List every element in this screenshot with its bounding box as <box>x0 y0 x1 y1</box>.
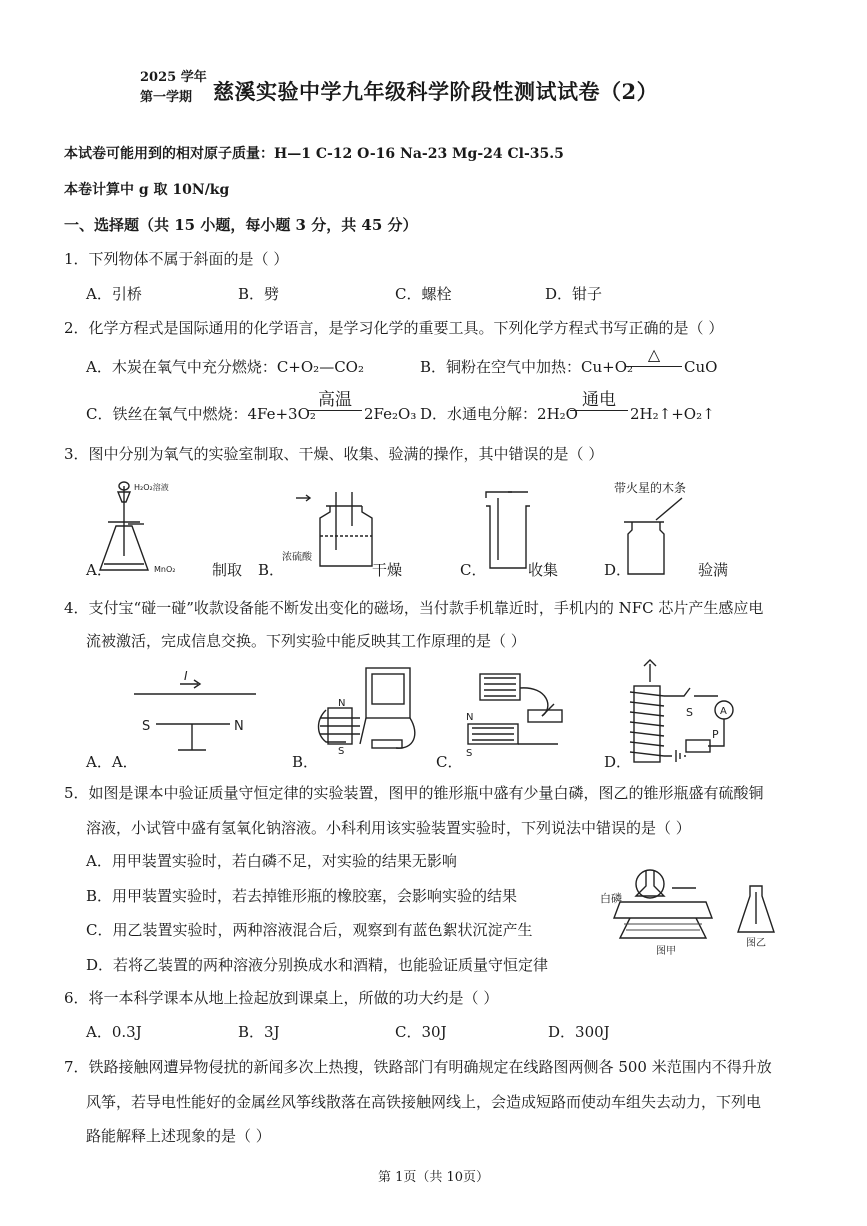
section-heading: 一、选择题（共 15 小题，每小题 3 分，共 45 分） <box>64 216 418 234</box>
q1-stem: 1．下列物体不属于斜面的是（ ） <box>64 250 289 268</box>
q5-option-d: D．若将乙装置的两种溶液分别换成水和酒精，也能验证质量守恒定律 <box>86 956 549 974</box>
q2-option-d: D．水通电分解：2H₂O <box>420 405 578 423</box>
q4-d-label-p: P <box>712 728 719 741</box>
q3-b-caption: 干燥 <box>372 561 403 579</box>
q3-option-c: C． <box>460 561 487 579</box>
q2-c-condition: 高温 <box>318 390 352 410</box>
q4-a-label-n: N <box>234 719 244 734</box>
q4-option-d: D． <box>604 753 632 771</box>
q2-d-product: 2H₂↑+O₂↑ <box>630 405 715 423</box>
q6-option-b: B．3J <box>238 1023 280 1041</box>
q2-c-arrow-line <box>308 410 362 411</box>
q1-option-b: B．劈 <box>238 285 280 303</box>
q6-stem: 6．将一本科学课本从地上捡起放到课桌上，所做的功大约是（ ） <box>64 989 499 1007</box>
q4-stem-line1: 4．支付宝“碰一碰”收款设备能不断发出变化的磁场，当付款手机靠近时，手机内的 NFC 芯片产生感应电 <box>64 599 764 617</box>
q1-option-a: A．引桥 <box>86 285 142 303</box>
motor-principle-figure <box>458 668 578 758</box>
q4-stem-line2: 流被激活，完成信息交换。下列实验中能反映其工作原理的是（ ） <box>86 632 526 650</box>
q4-a-label-current: I <box>184 669 188 683</box>
current-wire-compass-figure <box>130 668 260 760</box>
electromagnet-circuit-figure <box>628 660 740 768</box>
q5-option-a: A．用甲装置实验时，若白磷不足，对实验的结果无影响 <box>86 852 457 870</box>
term-label: 第一学期 <box>140 90 193 105</box>
q5-fig-label-jia: 图甲 <box>656 946 676 957</box>
q4-d-label-s: S <box>686 706 693 719</box>
q4-b-label-s: S <box>338 746 345 757</box>
q4-option-a: A．A． <box>86 753 138 771</box>
school-year-label: 2025 学年 <box>140 70 207 85</box>
svg-text:A: A <box>720 706 727 717</box>
q2-option-b: B．铜粉在空气中加热：Cu+O₂ <box>420 358 634 376</box>
q3-d-label-splint: 带火星的木条 <box>614 481 687 495</box>
q5-fig-label-yi: 图乙 <box>746 938 766 949</box>
q2-b-arrow-line <box>626 366 682 367</box>
drying-bottle-figure <box>282 486 376 570</box>
q2-c-product: 2Fe₂O₃ <box>364 405 417 423</box>
induction-galvanometer-figure <box>306 664 436 756</box>
q3-b-label-acid: 浓硫酸 <box>282 552 312 563</box>
q2-option-a: A．木炭在氧气中充分燃烧：C+O₂—CO₂ <box>86 358 364 376</box>
mass-conservation-apparatus-figure <box>600 862 800 958</box>
q6-option-d: D．300J <box>548 1023 610 1041</box>
q3-d-caption: 验满 <box>698 561 729 579</box>
gravity-note: 本卷计算中 g 取 10N/kg <box>64 182 230 198</box>
q1-option-c: C．螺栓 <box>395 285 452 303</box>
q2-option-c: C．铁丝在氧气中燃烧：4Fe+3O₂ <box>86 405 316 423</box>
q5-option-c: C．用乙装置实验时，两种溶液混合后，观察到有蓝色絮状沉淀产生 <box>86 921 533 939</box>
q4-c-label-n: N <box>466 712 474 723</box>
q7-line3: 路能解释上述现象的是（ ） <box>86 1127 271 1145</box>
q2-b-product: CuO <box>684 358 718 376</box>
q2-d-condition: 通电 <box>582 390 616 410</box>
q4-option-c: C． <box>436 753 463 771</box>
q5-stem-line1: 5．如图是课本中验证质量守恒定律的实验装置，图甲的锥形瓶中盛有少量白磷，图乙的锥形瓶盛有硫酸铜 <box>64 784 764 802</box>
q2-b-condition: △ <box>647 345 661 364</box>
q3-c-caption: 收集 <box>528 561 559 579</box>
q4-c-label-s: S <box>466 748 473 759</box>
oxygen-generation-apparatus-figure <box>98 478 208 580</box>
page-title: 慈溪实验中学九年级科学阶段性测试试卷（2） <box>213 79 659 104</box>
q2-stem: 2．化学方程式是国际通用的化学语言，是学习化学的重要工具。下列化学方程式书写正确的是（ ） <box>64 319 724 337</box>
gas-collection-bottle-figure <box>484 490 534 572</box>
q6-option-c: C．30J <box>395 1023 447 1041</box>
q3-a-label-h2o2: H₂O₂溶液 <box>134 483 169 492</box>
q5-option-b: B．用甲装置实验时，若去掉锥形瓶的橡胶塞，会影响实验的结果 <box>86 887 518 905</box>
q4-b-label-n: N <box>338 698 346 709</box>
q5-stem-line2: 溶液，小试管中盛有氢氧化钠溶液。小科利用该实验装置实验时，下列说法中错误的是（ ） <box>86 819 691 837</box>
atomic-mass-note: 本试卷可能用到的相对原子质量：H—1 C-12 O-16 Na-23 Mg-24 Cl-35.5 <box>64 146 564 162</box>
q3-option-a: A． <box>86 561 112 579</box>
q4-option-b: B． <box>292 753 319 771</box>
q5-fig-label-white-phosphorus: 白磷 <box>600 892 622 905</box>
glowing-splint-test-figure <box>622 494 692 576</box>
q3-a-label-mno2: MnO₂ <box>154 565 176 574</box>
q3-a-caption: 制取 <box>212 561 243 579</box>
q2-d-arrow-line <box>570 410 628 411</box>
q7-line2: 风筝，若导电性能好的金属丝风筝线散落在高铁接触网线上，会造成短路而使动车组失去动力，下列电 <box>86 1093 762 1111</box>
q3-option-d: D． <box>604 561 632 579</box>
q7-line1: 7．铁路接触网遭异物侵扰的新闻多次上热搜，铁路部门有明确规定在线路图两侧各 500 米范围内不得升放 <box>64 1058 772 1076</box>
q3-stem: 3．图中分别为氧气的实验室制取、干燥、收集、验满的操作，其中错误的是（ ） <box>64 445 604 463</box>
q4-a-label-s: S <box>142 719 151 734</box>
page-number-footer: 第 1页（共 10页） <box>377 1170 490 1185</box>
q3-option-b: B． <box>258 561 285 579</box>
q1-option-d: D．钳子 <box>545 285 603 303</box>
q6-option-a: A．0.3J <box>86 1023 142 1041</box>
